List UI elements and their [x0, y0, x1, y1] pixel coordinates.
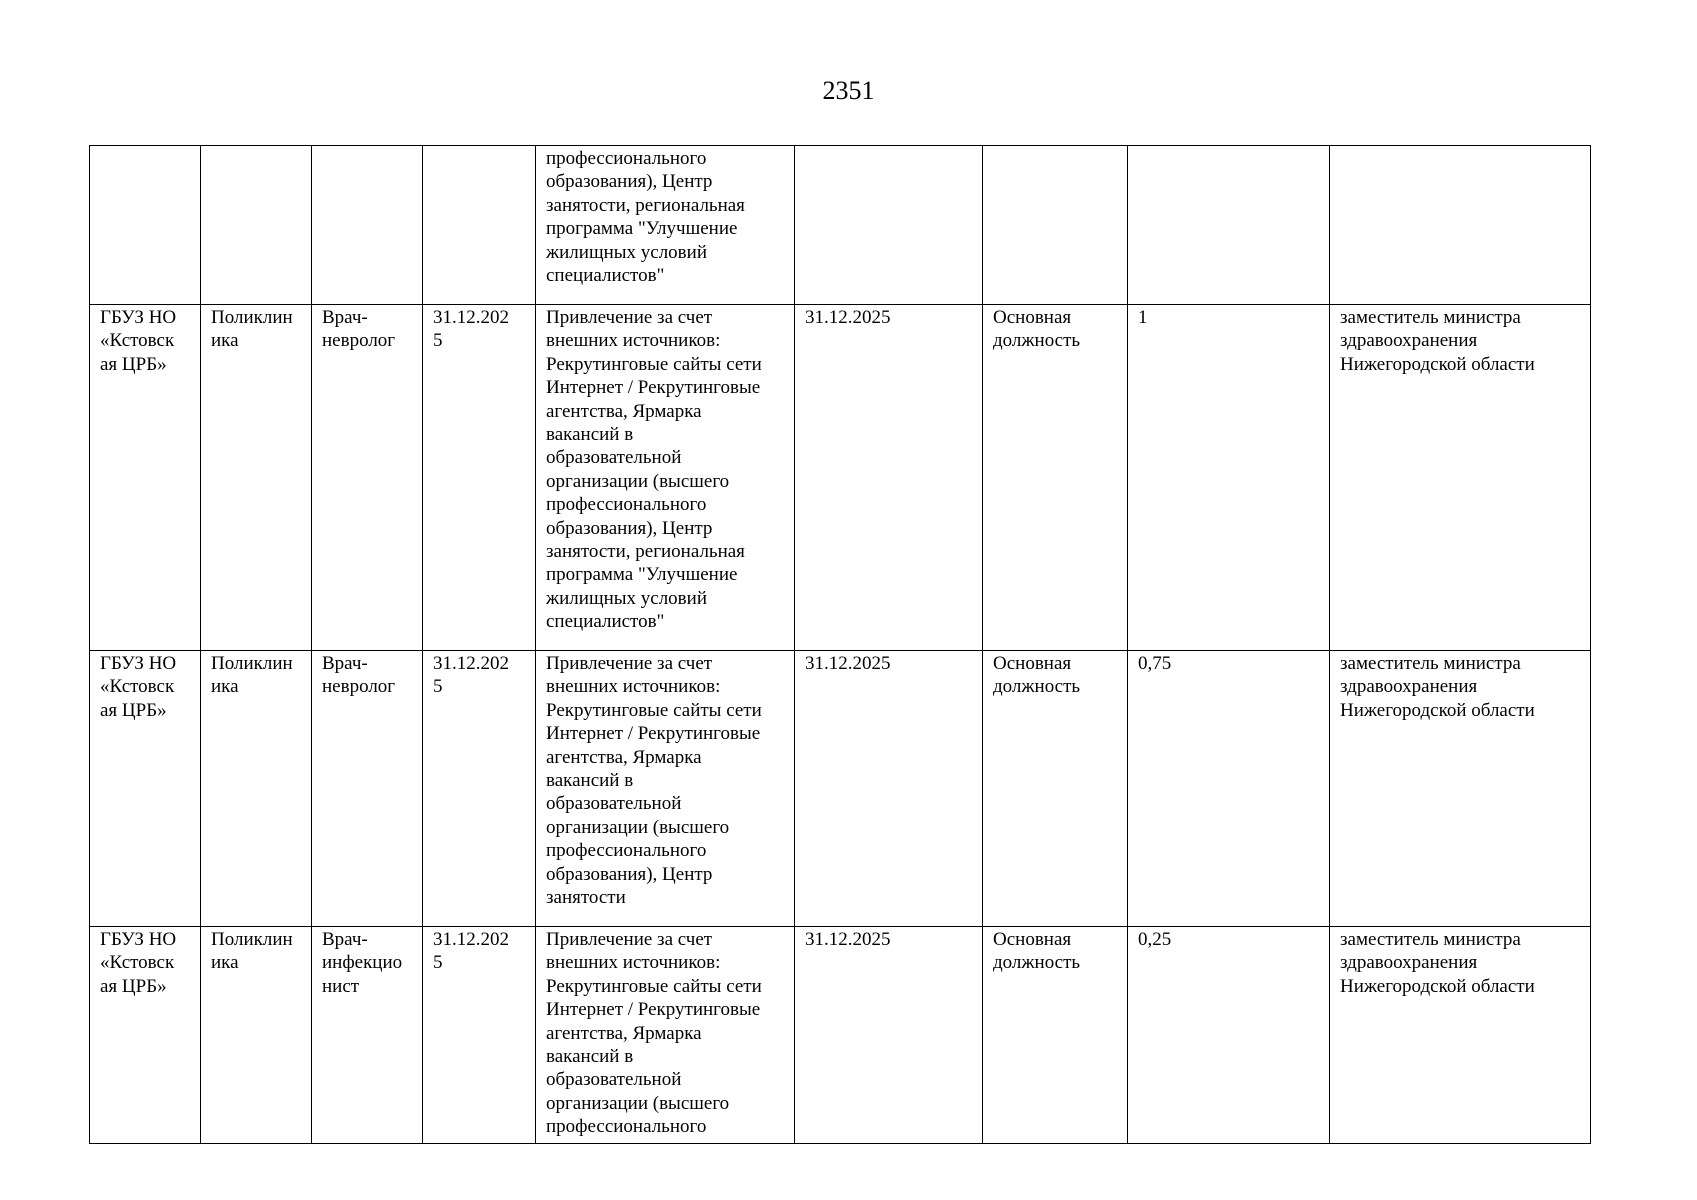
org-cell: ГБУЗ НО «Кстовск ая ЦРБ» [90, 651, 201, 927]
date-cell: 31.12.2025 [795, 651, 983, 927]
position-cell: Врач- невролог [312, 305, 423, 651]
date-cell [795, 146, 983, 305]
date-cell: 31.12.2025 [795, 305, 983, 651]
page-number: 2351 [822, 76, 875, 105]
position-cell: Врач- инфекцио нист [312, 927, 423, 1144]
table-row [90, 651, 1591, 927]
staffing-table [89, 145, 1591, 1144]
employment-cell: Основная должность [983, 651, 1128, 927]
table-row [90, 146, 1591, 305]
org-cell: ГБУЗ НО «Кстовск ая ЦРБ» [90, 927, 201, 1144]
unit-cell: Поликлин ика [201, 927, 312, 1144]
method-cell: Привлечение за счет внешних источников: Рекрутинговые сайты сети Интернет / Рекрутинговые агентства, Ярмарка вакансий в образовательной организации (высшего профессионального [536, 927, 795, 1144]
deadline-cell [423, 146, 536, 305]
employment-cell [983, 146, 1128, 305]
responsible-cell: заместитель министра здравоохранения Нижегородской области [1330, 651, 1591, 927]
employment-cell: Основная должность [983, 927, 1128, 1144]
rate-cell: 0,25 [1128, 927, 1330, 1144]
position-cell: Врач- невролог [312, 651, 423, 927]
deadline-cell: 31.12.202 5 [423, 651, 536, 927]
unit-cell: Поликлин ика [201, 305, 312, 651]
unit-cell: Поликлин ика [201, 651, 312, 927]
deadline-cell: 31.12.202 5 [423, 927, 536, 1144]
responsible-cell [1330, 146, 1591, 305]
position-cell [312, 146, 423, 305]
rate-cell: 1 [1128, 305, 1330, 651]
unit-cell [201, 146, 312, 305]
org-cell: ГБУЗ НО «Кстовск ая ЦРБ» [90, 305, 201, 651]
table-row [90, 927, 1591, 1144]
deadline-cell: 31.12.202 5 [423, 305, 536, 651]
table-row [90, 305, 1591, 651]
method-cell: Привлечение за счет внешних источников: Рекрутинговые сайты сети Интернет / Рекрутинговые агентства, Ярмарка вакансий в образовательной организации (высшего профессионального образования), Центр занятости [536, 651, 795, 927]
rate-cell [1128, 146, 1330, 305]
method-cell: профессионального образования), Центр занятости, региональная программа "Улучшение жилищных условий специалистов" [536, 146, 795, 305]
responsible-cell: заместитель министра здравоохранения Нижегородской области [1330, 927, 1591, 1144]
responsible-cell: заместитель министра здравоохранения Нижегородской области [1330, 305, 1591, 651]
org-cell [90, 146, 201, 305]
employment-cell: Основная должность [983, 305, 1128, 651]
method-cell: Привлечение за счет внешних источников: Рекрутинговые сайты сети Интернет / Рекрутинговые агентства, Ярмарка вакансий в образовательной организации (высшего профессионального образования), Центр занятости, региональная программа "Улучшение жилищных условий специалистов" [536, 305, 795, 651]
rate-cell: 0,75 [1128, 651, 1330, 927]
date-cell: 31.12.2025 [795, 927, 983, 1144]
